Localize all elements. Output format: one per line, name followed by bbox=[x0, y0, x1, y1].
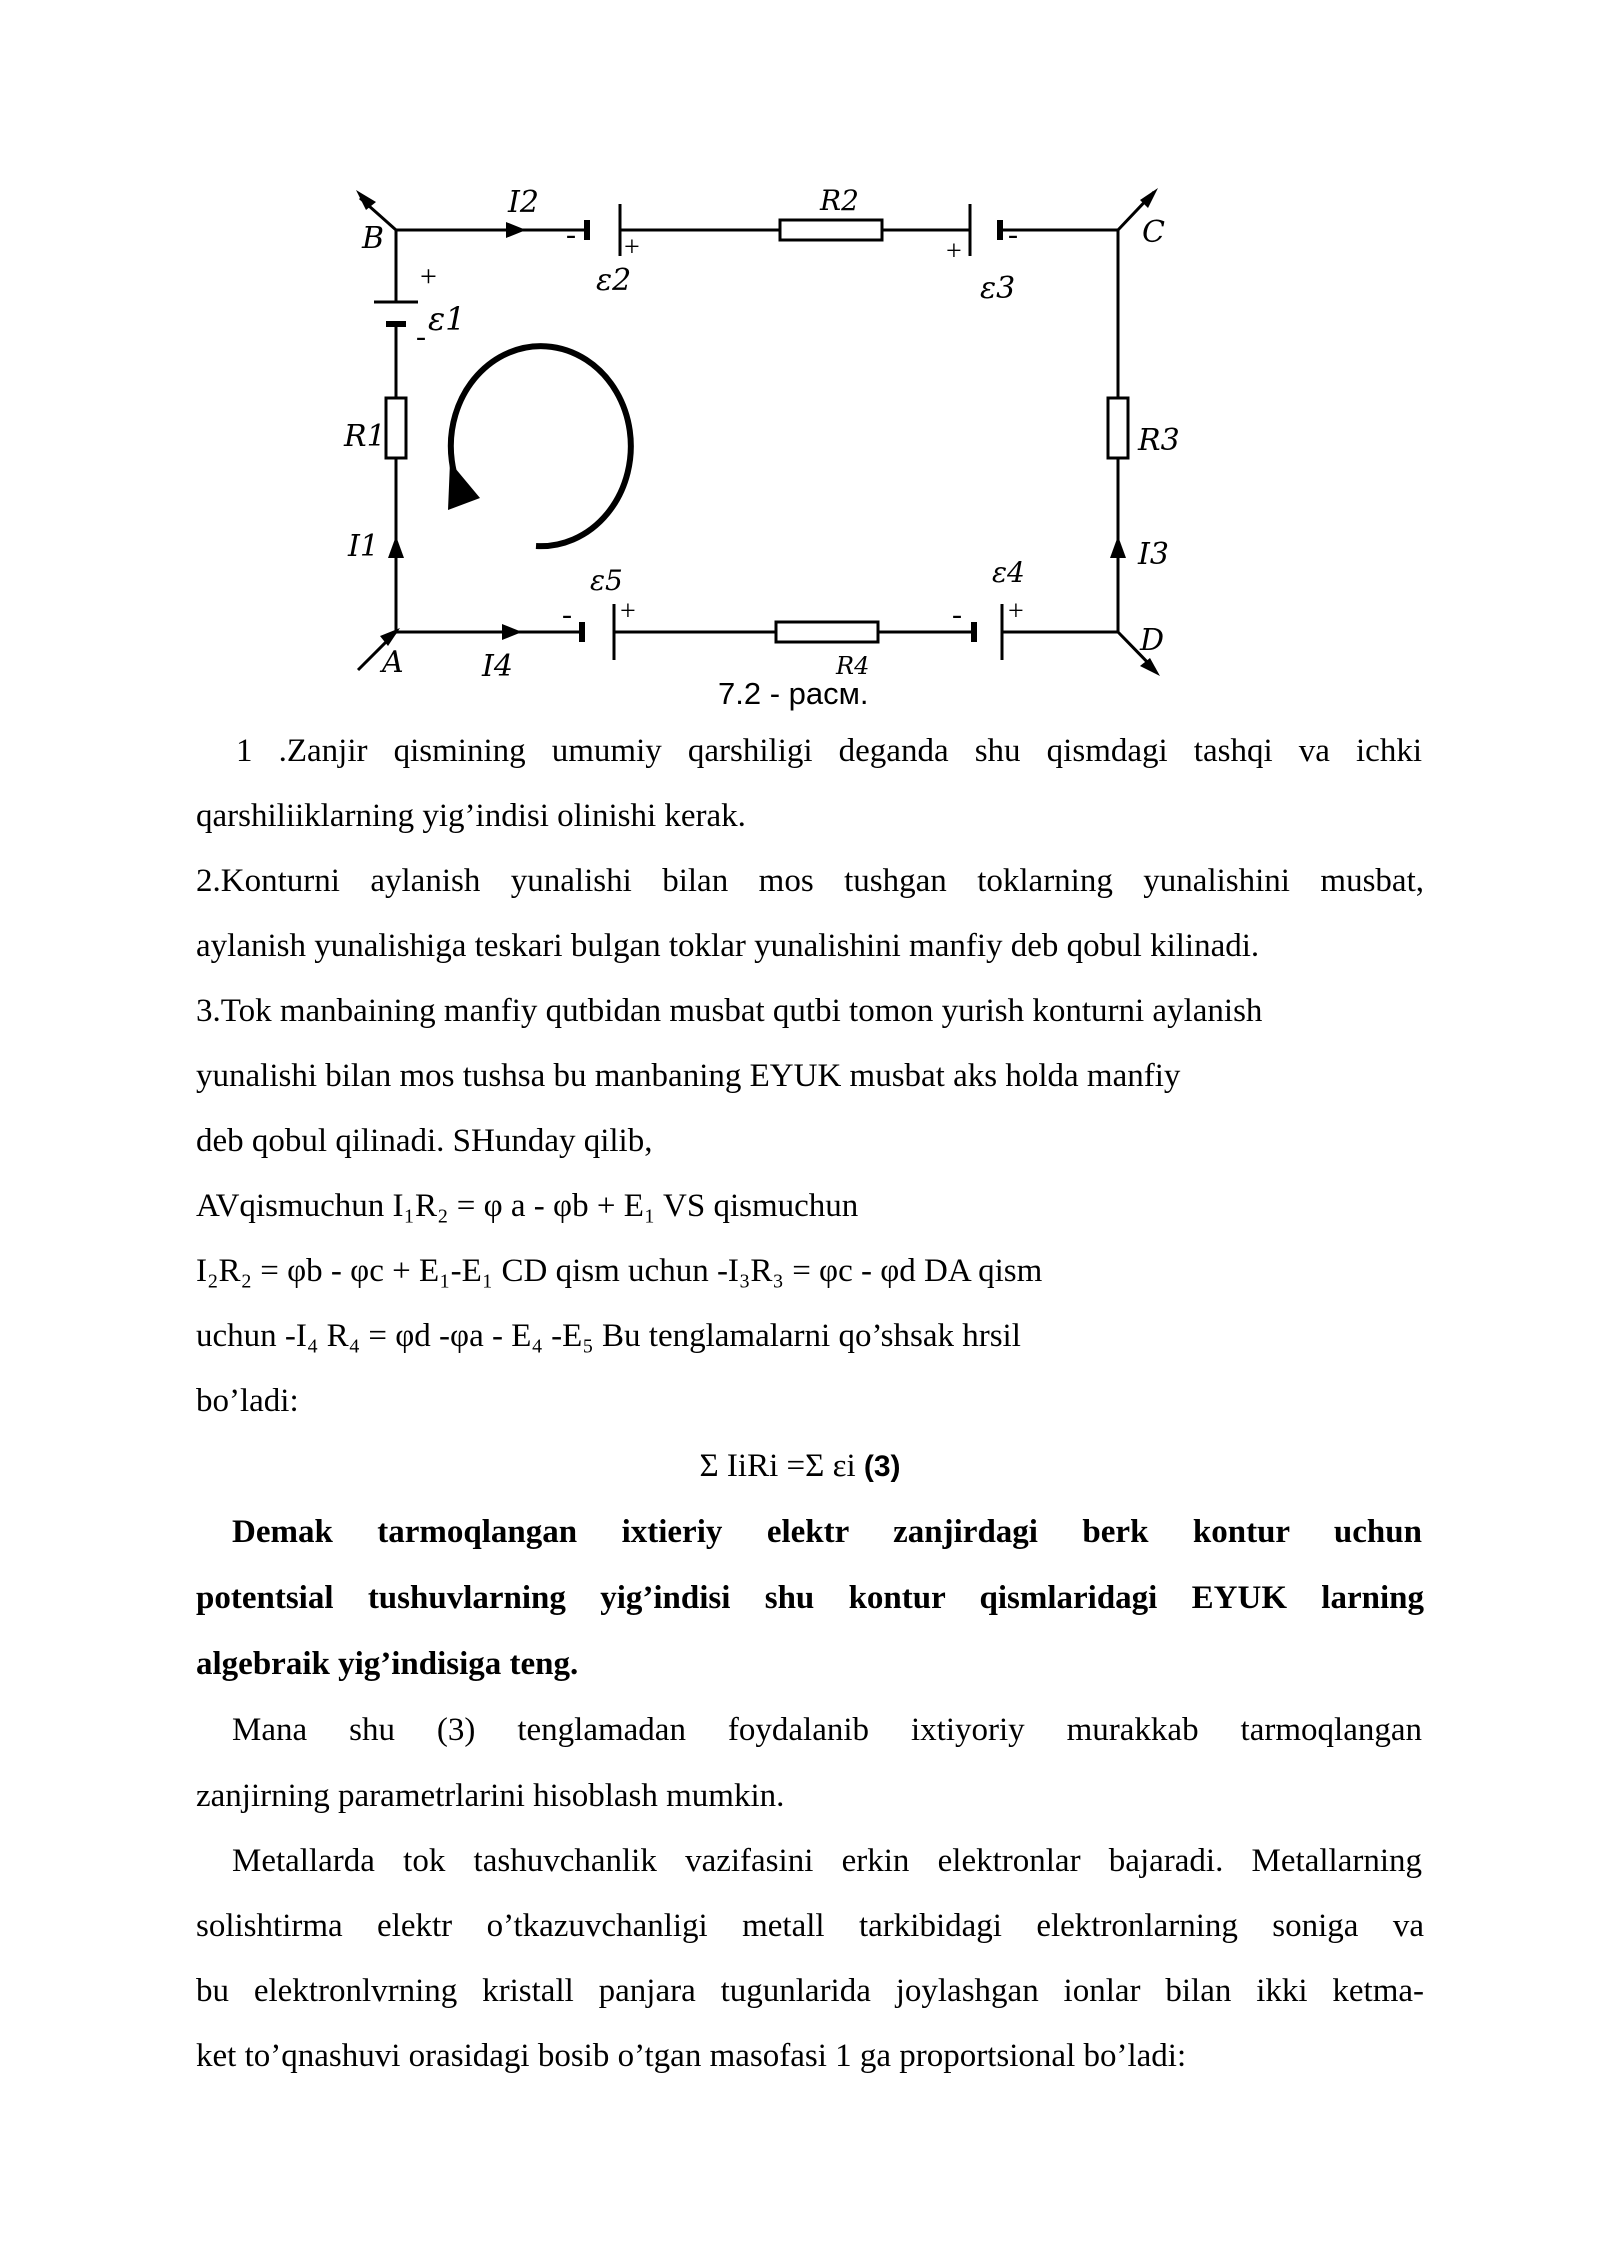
current-label-i3: I3 bbox=[1138, 537, 1169, 572]
emf-label-e1: ε1 bbox=[428, 300, 466, 338]
arrow-i1 bbox=[388, 536, 404, 558]
paragraph-5-line-1: Metallarda tok tashuvchanlik vazifasini erkin elektronlar bajaradi. Metallarning bbox=[232, 1843, 1422, 1879]
sign-e3-plus: + bbox=[946, 236, 962, 267]
loop-direction-arc bbox=[451, 346, 631, 546]
sign-e2-minus: - bbox=[566, 218, 576, 251]
paragraph-5-line-2: solishtirma elektr o’tkazuvchanligi metall tarkibidagi elektronlarning soniga va bbox=[196, 1908, 1424, 1944]
paragraph-5-line-3: bu elektronlvrning kristall panjara tugunlarida joylashgan ionlar bilan ikki ketma- bbox=[196, 1973, 1424, 2009]
circuit-diagram bbox=[320, 180, 1220, 720]
sign-e3-minus: - bbox=[1008, 218, 1018, 251]
loop-direction-arrowhead bbox=[448, 462, 480, 510]
node-label-a: A bbox=[382, 645, 404, 680]
emf-label-e4: ε4 bbox=[992, 556, 1025, 589]
arrow-node-d bbox=[1140, 658, 1160, 676]
sign-e2-plus: + bbox=[624, 232, 640, 263]
paragraph-1-line-2: qarshiliiklarning yig’indisi olinishi kerak. bbox=[196, 798, 746, 834]
paragraph-4-line-2: zanjirning parametrlarini hisoblash mumkin. bbox=[196, 1778, 785, 1814]
resistor-r1 bbox=[386, 398, 406, 458]
paragraph-5-line-4: ket to’qnashuvi orasidagi bosib o’tgan masofasi 1 ga proportsional bo’ladi: bbox=[196, 2038, 1187, 2074]
equation-line-2: I₂R₂ = φb - φc + E₁-E₁ CD qism uchun -I₃R₃ = φc - φd DA qism bbox=[196, 1253, 1043, 1289]
bold-statement-line-3: algebraik yig’indisiga teng. bbox=[196, 1646, 579, 1682]
paragraph-2-line-1: 2.Konturni aylanish yunalishi bilan mos tushgan toklarning yunalishini musbat, bbox=[196, 863, 1424, 899]
figure-caption: 7.2 - расм. bbox=[718, 676, 869, 711]
resistor-r4 bbox=[776, 622, 878, 642]
node-label-c: C bbox=[1142, 215, 1165, 250]
resistor-label-r3: R3 bbox=[1138, 423, 1180, 458]
sign-e1-plus: + bbox=[420, 260, 437, 293]
paragraph-4-line-1: Mana shu (3) tenglamadan foydalanib ixtiyoriy murakkab tarmoqlangan bbox=[232, 1712, 1422, 1748]
sign-e4-plus: + bbox=[1008, 596, 1024, 627]
emf-label-e3: ε3 bbox=[980, 271, 1016, 306]
sign-e5-plus: + bbox=[620, 596, 636, 627]
sign-e4-minus: - bbox=[952, 598, 962, 631]
equation-line-1: AVqismuchun I₁R₂ = φ a - φb + E₁ VS qismuchun bbox=[196, 1188, 859, 1224]
arrow-i3 bbox=[1110, 536, 1126, 558]
paragraph-1-line-1: 1 .Zanjir qismining umumiy qarshiligi deganda shu qismdagi tashqi va ichki bbox=[236, 733, 1422, 769]
current-label-i2: I2 bbox=[508, 185, 539, 220]
formula-main: Σ IiRi =Σ εi bbox=[699, 1448, 856, 1484]
current-label-i1: I1 bbox=[348, 529, 379, 564]
arrow-node-b bbox=[356, 190, 376, 210]
resistor-label-r1: R1 bbox=[344, 419, 386, 454]
arrow-i2 bbox=[506, 222, 526, 238]
resistor-label-r4: R4 bbox=[836, 652, 870, 680]
current-label-i4: I4 bbox=[482, 649, 513, 684]
sign-e1-minus: - bbox=[416, 320, 426, 353]
kirchhoff-formula bbox=[0, 1448, 1600, 1485]
resistor-label-r2: R2 bbox=[820, 184, 859, 217]
arrow-i4 bbox=[502, 624, 522, 640]
node-label-b: B bbox=[362, 221, 385, 256]
resistor-r2 bbox=[780, 220, 882, 240]
emf-label-e2: ε2 bbox=[596, 263, 632, 298]
formula-number: (3) bbox=[863, 1450, 901, 1483]
paragraph-2-line-2: aylanish yunalishiga teskari bulgan toklar yunalishini manfiy deb qobul kilinadi. bbox=[196, 928, 1260, 964]
bold-statement-line-1: Demak tarmoqlangan ixtieriy elektr zanjirdagi berk kontur uchun bbox=[232, 1514, 1422, 1550]
bold-statement-line-2: potentsial tushuvlarning yig’indisi shu kontur qismlaridagi EYUK larning bbox=[196, 1580, 1424, 1616]
emf-label-e5: ε5 bbox=[590, 564, 623, 597]
paragraph-3-line-3: deb qobul qilinadi. SHunday qilib, bbox=[196, 1123, 653, 1159]
equation-line-4: bo’ladi: bbox=[196, 1383, 299, 1419]
equation-line-3: uchun -I₄ R₄ = φd -φa - E₄ -E₅ Bu tenglamalarni qo’shsak hrsil bbox=[196, 1318, 1021, 1354]
sign-e5-minus: - bbox=[562, 598, 572, 631]
paragraph-3-line-1: 3.Tok manbaining manfiy qutbidan musbat qutbi tomon yurish konturni aylanish bbox=[196, 993, 1263, 1029]
resistor-r3 bbox=[1108, 398, 1128, 458]
paragraph-3-line-2: yunalishi bilan mos tushsa bu manbaning EYUK musbat aks holda manfiy bbox=[196, 1058, 1181, 1094]
node-label-d: D bbox=[1140, 623, 1165, 658]
